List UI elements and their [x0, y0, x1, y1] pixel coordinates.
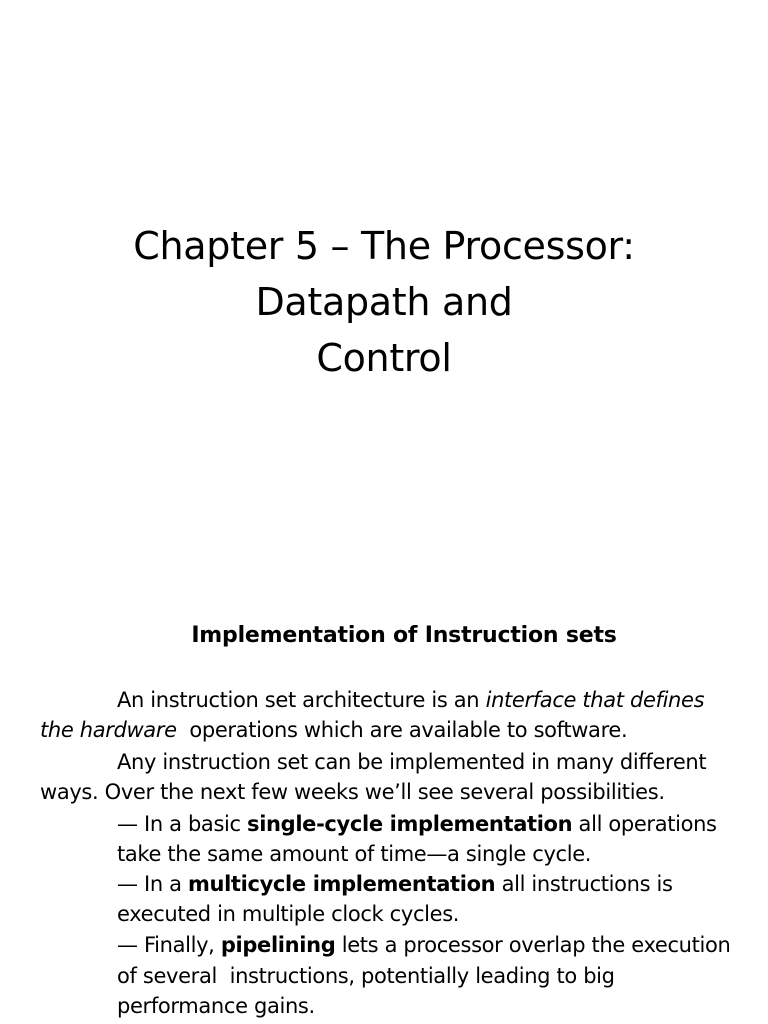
bullet-1-text: — In a basic: [117, 812, 248, 836]
bullet-2-line-1: [117, 869, 673, 899]
paragraph-2-line-1: Any instruction set can be implemented in many different: [117, 750, 707, 774]
bullet-2-bold-term: multicycle implementation: [187, 872, 496, 896]
bullet-3-line-3: performance gains.: [117, 994, 315, 1018]
bullet-1-text-post: all operations: [572, 812, 717, 836]
bullet-2-line-2: executed in multiple clock cycles.: [117, 902, 460, 926]
paragraph-1-text-cont: operations which are available to software.: [176, 718, 628, 742]
paragraph-1-italic-text-cont: the hardware: [40, 718, 177, 742]
chapter-title: [0, 218, 768, 386]
chapter-title-line-3: Control: [316, 336, 452, 380]
bullet-2-text: — In a: [117, 872, 188, 896]
paragraph-1-line-2: [40, 715, 627, 745]
section-heading: Implementation of Instruction sets: [191, 623, 617, 648]
bullet-2-text-post: all instructions is: [495, 872, 673, 896]
bullet-1-line-2: take the same amount of time—a single cycle.: [117, 842, 592, 866]
paragraph-1-text: An instruction set architecture is an: [117, 688, 486, 712]
paragraph-2-line-2: ways. Over the next few weeks we’ll see several possibilities.: [40, 780, 665, 804]
chapter-title-line-2: Datapath and: [255, 280, 513, 324]
bullet-3-line-1: [117, 930, 730, 960]
bullet-3-line-2: of several instructions, potentially leading to big: [117, 964, 615, 988]
chapter-title-line-1: Chapter 5 – The Processor:: [133, 224, 635, 268]
bullet-1-bold-term: single-cycle implementation: [247, 812, 573, 836]
bullet-1-line-1: [117, 809, 717, 839]
paragraph-1-line-1: [117, 685, 704, 715]
bullet-3-text-post: lets a processor overlap the execution: [335, 933, 731, 957]
bullet-3-text: — Finally,: [117, 933, 221, 957]
bullet-3-bold-term: pipelining: [220, 933, 336, 957]
paragraph-1-italic-text: interface that defines: [485, 688, 705, 712]
